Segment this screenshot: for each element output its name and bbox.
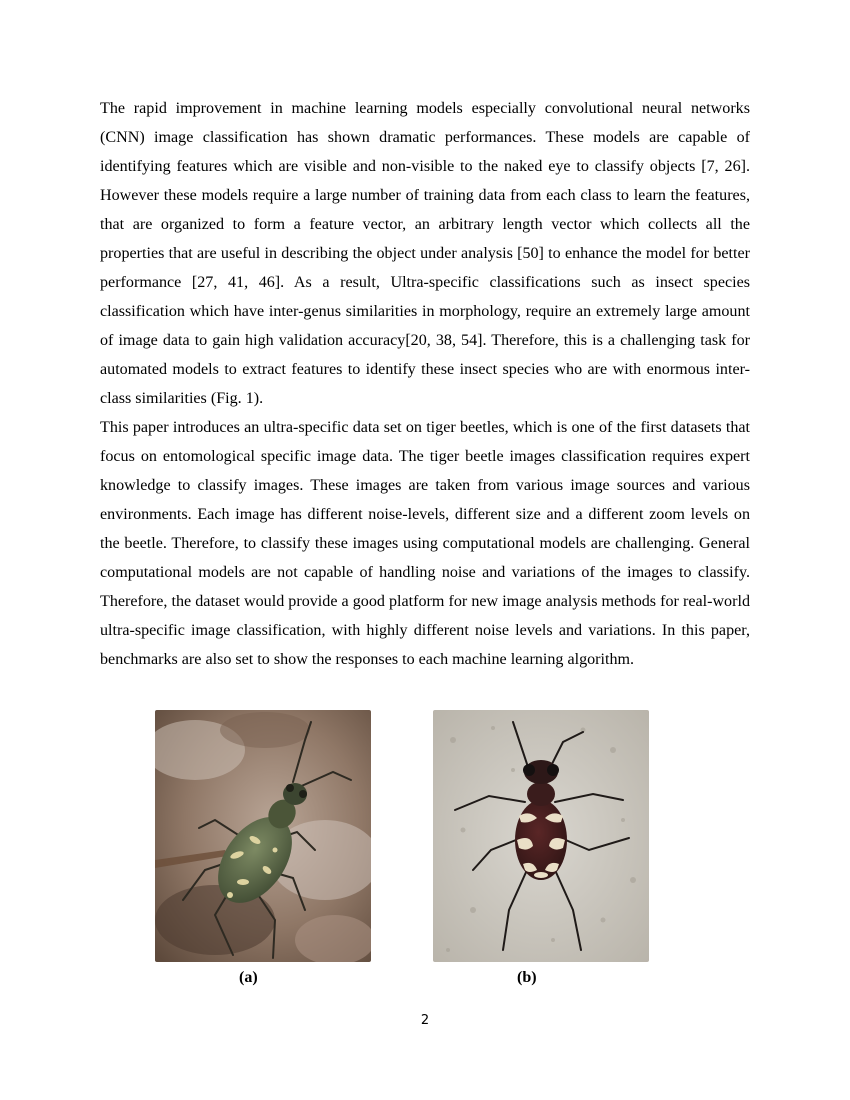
figure-a-caption: (a)	[239, 969, 258, 986]
page-number: 2	[420, 1013, 430, 1028]
figure-a-beetle-photo	[155, 710, 371, 962]
paragraph-2: This paper introduces an ultra-specific data set on tiger beetles, which is one of the first datasets that focus on entomological specific image data. The tiger beetle images classification requires expert knowledge to classify images. These images are taken from various image sources and various environments. Each image has different noise-levels, different size and a different zoom levels on the beetle. Therefore, to classify these images using computational models are challenging. General computational models are not capable of handling noise and variations of the images to classify. Therefore, the dataset would provide a good platform for new image analysis methods for real-world ultra-specific image classification, with highly different noise levels and variations. In this paper, benchmarks are also set to show the responses to each machine learning algorithm.	[100, 419, 750, 668]
figure-b-beetle-photo	[433, 710, 649, 962]
figure-b-caption: (b)	[517, 969, 537, 986]
paragraph-1: The rapid improvement in machine learning models especially convolutional neural networks (CNN) image classification has shown dramatic performances. These models are capable of identifying features which are visible and non-visible to the naked eye to classify objects [7, 26]. However these models require a large number of training data from each class to learn the features, that are organized to form a feature vector, an arbitrary length vector which collects all the properties that are useful in describing the object under analysis [50] to enhance the model for better performance [27, 41, 46]. As a result, Ultra-specific classifications such as insect species classification which have inter-genus similarities in morphology, require an extremely large amount of image data to gain high validation accuracy[20, 38, 54]. Therefore, this is a challenging task for automated models to extract features to identify these insect species who are with enormous inter-class similarities (Fig. 1).	[100, 100, 750, 407]
body-text	[100, 94, 750, 674]
